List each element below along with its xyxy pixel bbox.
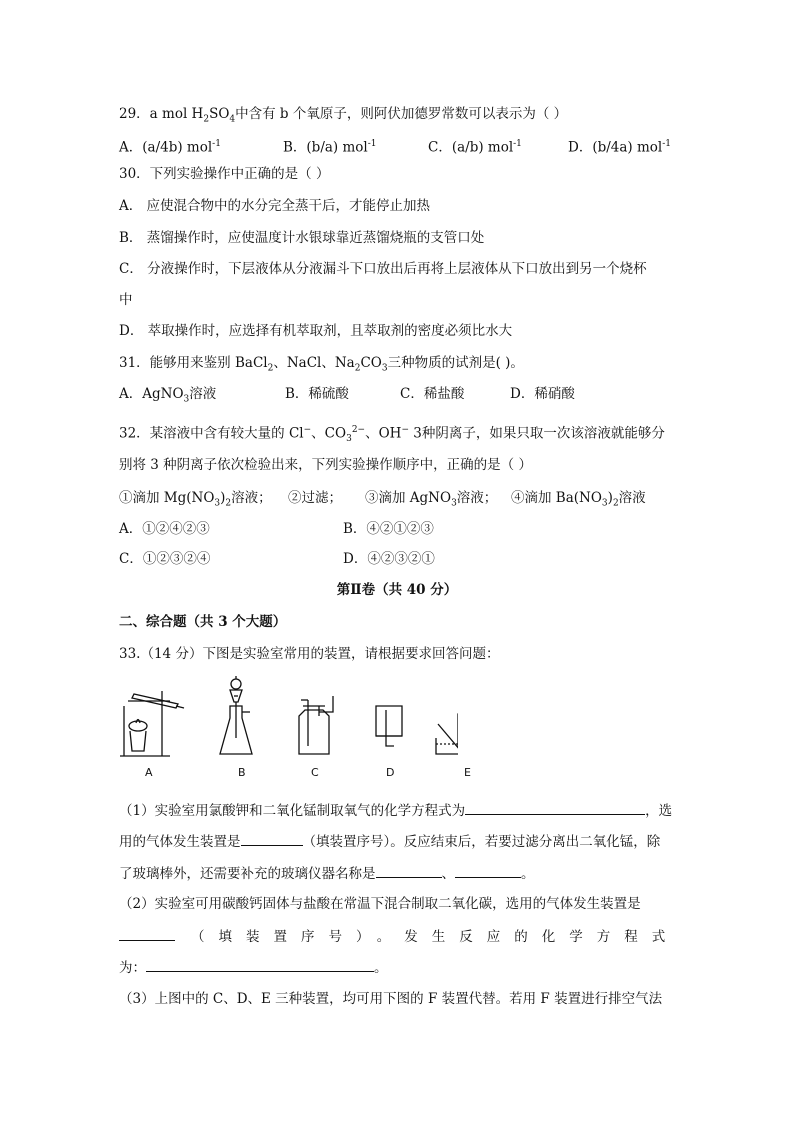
q31-stem: 31．能够用来鉴别 BaCl$_2$、NaCl、$Na_2CO_3$三种物质的试剂是( )。: [119, 355, 524, 374]
q29-option-b: B．(b/a) mol$^{-1}$: [283, 139, 377, 156]
apparatus-d-icon: [376, 706, 402, 746]
label-d: D: [386, 766, 395, 779]
answer-blank[interactable]: [241, 831, 303, 846]
q32-stem-line2: 别将 3 种阴离子依次检验出来，下列实验操作顺序中，正确的是（ ）: [119, 457, 532, 473]
q33-part1-line1: （1）实验室用氯酸钾和二氧化锰制取氧气的化学方程式为 ，选: [119, 800, 672, 821]
q33-part2-line2: （填装置序号）。发生反应的化学方程式: [119, 926, 679, 947]
section-heading: 二、综合题（共 3 个大题）: [119, 614, 287, 630]
q32-op-1: ①滴加 $Mg(NO_3)_2$溶液；: [119, 490, 272, 509]
q33-part1-line2: 用的气体发生装置是 （填装置序号）。反应结束后，若要过滤分离出二氧化锰，除: [119, 831, 660, 852]
answer-blank[interactable]: [465, 800, 645, 815]
apparatus-e-icon: [436, 714, 458, 754]
q31-option-c: C．稀盐酸: [400, 386, 465, 402]
q31-option-a: A．AgNO$_3$溶液: [119, 386, 217, 405]
q30-option-c-cont: 中: [119, 292, 133, 308]
label-b: B: [238, 766, 246, 779]
answer-blank[interactable]: [376, 863, 442, 878]
q33-part1-line3: 了玻璃棒外，还需要补充的玻璃仪器名称是 、 。: [119, 863, 535, 884]
q32-op-2: ②过滤；: [288, 490, 342, 506]
q33-stem: 33.（14 分）下图是实验室常用的装置，请根据要求回答问题：: [119, 646, 500, 662]
lab-apparatus-figure: [118, 676, 458, 786]
q30-option-c: C． 分液操作时，下层液体从分液漏斗下口放出后再将上层液体从下口放出到另一个烧杯: [119, 261, 647, 277]
label-e: E: [464, 766, 471, 779]
answer-blank[interactable]: [146, 957, 374, 972]
q30-option-d: D． 萃取操作时，应选择有机萃取剂，且萃取剂的密度必须比水大: [119, 323, 513, 339]
label-c: C: [311, 766, 319, 779]
q32-option-a: A．①②④②③: [119, 521, 210, 537]
q32-option-b: B．④②①②③: [343, 521, 434, 537]
q30-stem: 30．下列实验操作中正确的是（ ）: [119, 166, 330, 182]
q32-option-c: C．①②③②④: [119, 551, 211, 567]
apparatus-a-icon: [120, 691, 184, 756]
answer-blank[interactable]: [455, 863, 521, 878]
q29-option-c: C．(a/b) mol$^{-1}$: [428, 139, 522, 156]
q33-part2-line1: （2）实验室可用碳酸钙固体与盐酸在常温下混合制取二氧化碳，选用的气体发生装置是: [119, 896, 641, 912]
q33-part2-line3: 为： 。: [119, 957, 388, 978]
apparatus-c-icon: [299, 696, 333, 754]
q30-option-b: B． 蒸馏操作时，应使温度计水银球靠近蒸馏烧瓶的支管口处: [119, 230, 485, 246]
q32-stem-line1: 32．某溶液中含有较大量的 Cl−、$CO_3^{2-}$、OH− 3种阴离子，如果只取一次该溶液就能够分: [119, 425, 665, 445]
label-a: A: [145, 766, 153, 779]
apparatus-b-icon: [220, 676, 252, 754]
q32-op-4: ④滴加 $Ba(NO_3)_2$溶液: [511, 490, 646, 509]
q31-option-b: B．稀硫酸: [285, 386, 349, 402]
section-title: 第Ⅱ卷（共 40 分）: [336, 582, 458, 598]
q33-part3-line1: （3）上图中的 C、D、E 三种装置，均可用下图的 F 装置代替。若用 F 装置进行排空气法: [119, 991, 663, 1007]
q32-option-d: D．④②③②①: [343, 551, 435, 567]
q29-option-a: A．(a/4b) mol$^{-1}$: [119, 139, 221, 156]
answer-blank[interactable]: [119, 926, 175, 941]
q29-option-d: D．(b/4a) mol$^{-1}$: [568, 139, 672, 156]
q30-option-a: A． 应使混合物中的水分完全蒸干后，才能停止加热: [119, 198, 431, 214]
q32-op-3: ③滴加 AgNO$_3$溶液；: [365, 490, 498, 509]
q31-option-d: D．稀硝酸: [510, 386, 575, 402]
q29-stem: 29．a mol $H_2SO_4$中含有 b 个氧原子，则阿伏加德罗常数可以表示为（ ）: [119, 106, 568, 125]
